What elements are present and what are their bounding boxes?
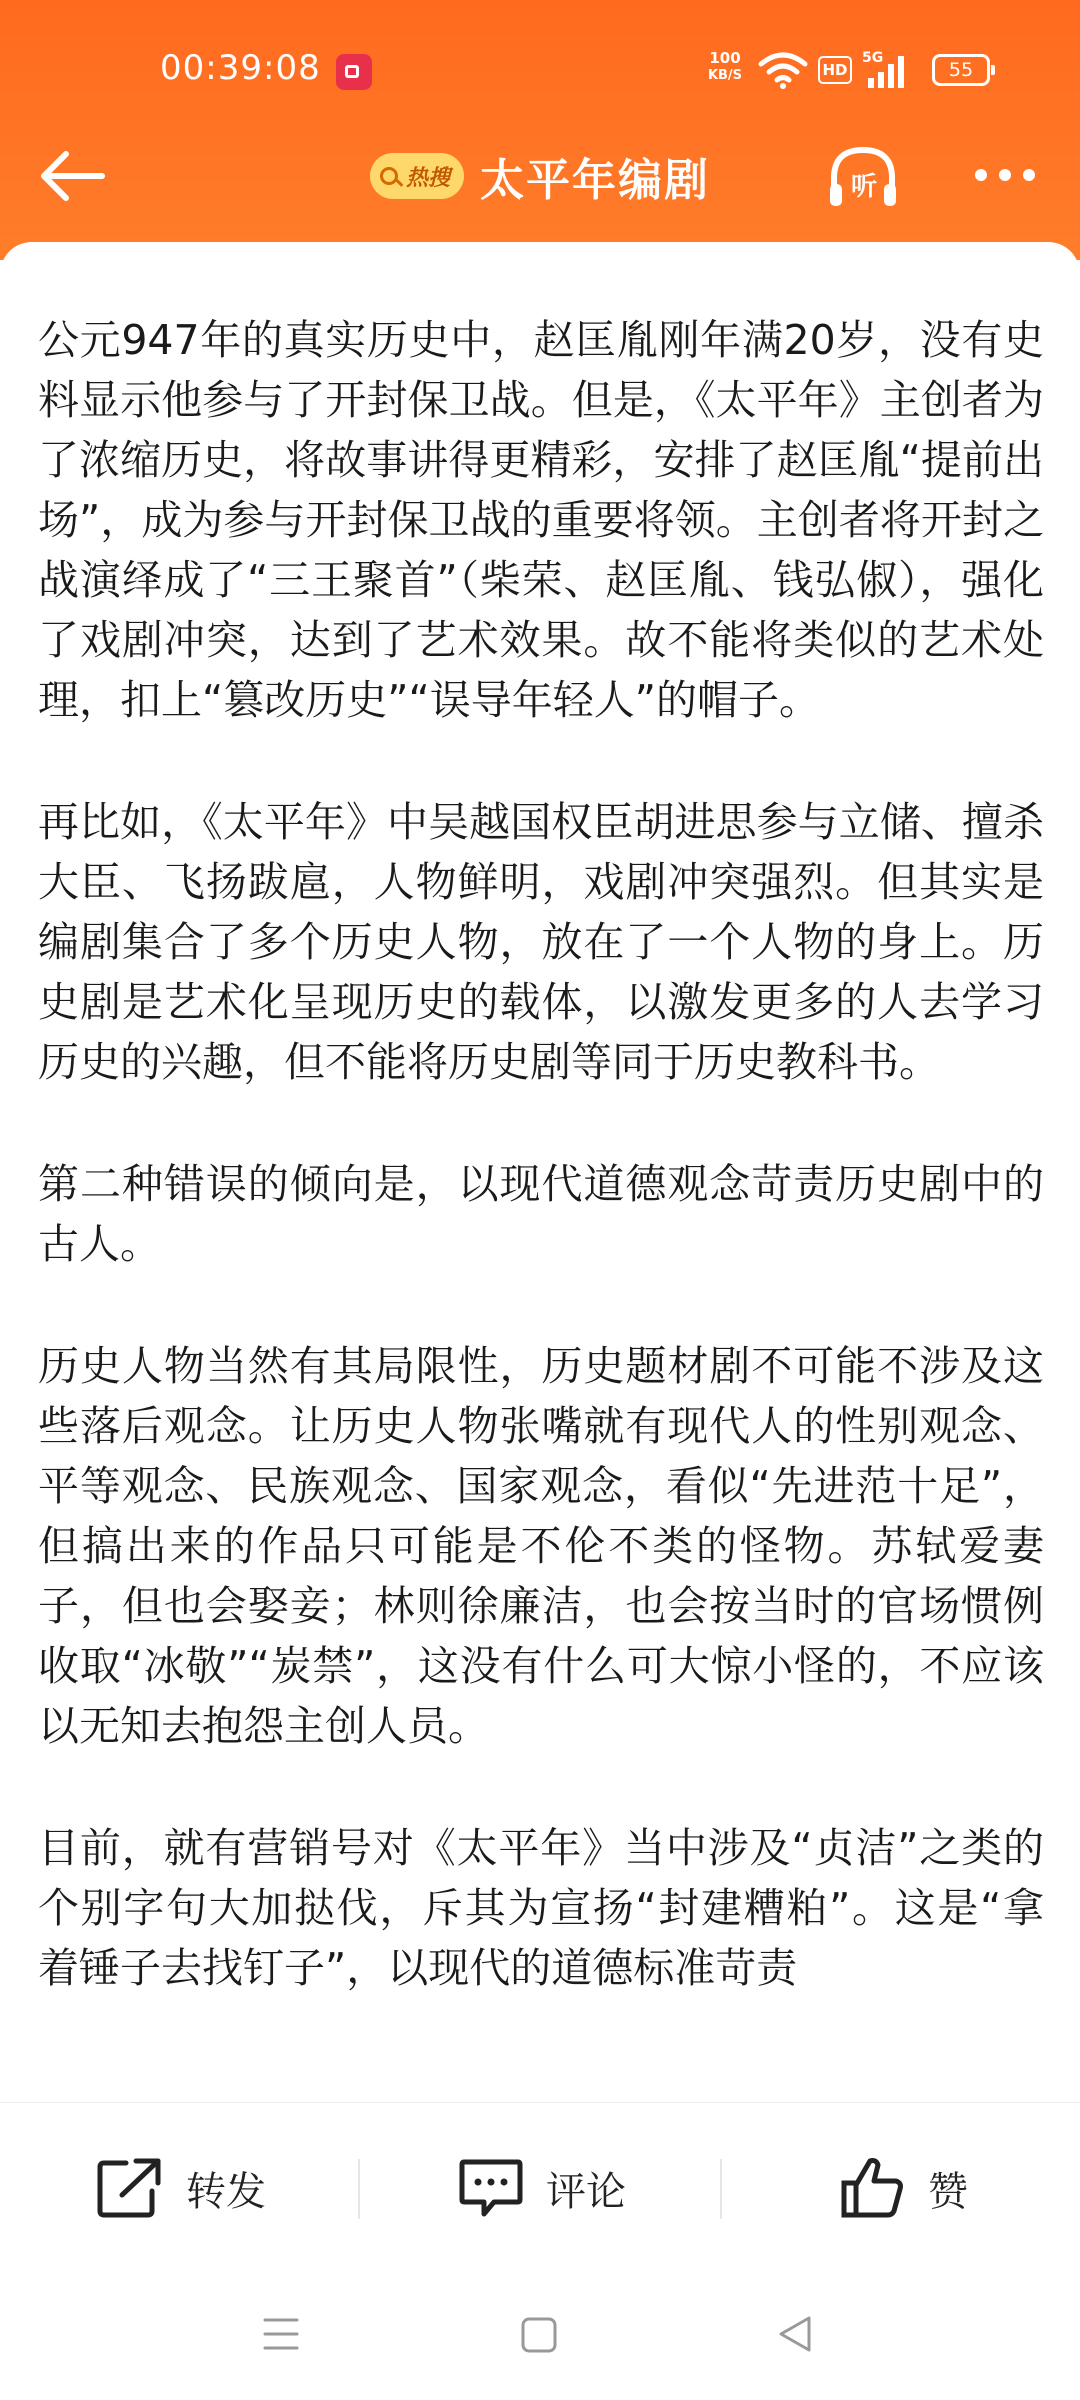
search-icon bbox=[380, 167, 398, 185]
back-triangle-icon[interactable] bbox=[776, 2314, 814, 2354]
hot-search-label: 热搜 bbox=[405, 165, 450, 191]
signal-icon bbox=[862, 50, 910, 90]
article-paragraph: 第二种错误的倾向是，以现代道德观念苛责历史剧中的古人。 bbox=[38, 1160, 1044, 1268]
screen-record-icon bbox=[336, 54, 372, 90]
article-card bbox=[0, 242, 1080, 2102]
status-time: 00:39:08 bbox=[160, 48, 321, 88]
article-body bbox=[38, 310, 1044, 2060]
page-title: 太平年编剧 bbox=[480, 155, 710, 206]
comment-label: 评论 bbox=[546, 2168, 626, 2215]
divider bbox=[720, 2159, 722, 2219]
hot-search-badge[interactable] bbox=[370, 153, 464, 199]
like-label: 赞 bbox=[928, 2168, 968, 2215]
article-paragraph: 目前，就有营销号对《太平年》当中涉及“贞洁”之类的个别字句大加挞伐，斥其为宣扬“封建糟粕”。这是“拿着锤子去找钉子”，以现代的道德标准苛责 bbox=[38, 1824, 1044, 1992]
article-paragraph: 历史人物当然有其局限性，历史题材剧不可能不涉及这些落后观念。让历史人物张嘴就有现代人的性别观念、平等观念、民族观念、国家观念，看似“先进范十足”，但搞出来的作品只可能是不伦不类的怪物。苏轼爱妻子，但也会娶妾；林则徐廉洁，也会按当时的官场惯例收取“冰敬”“炭禁”，这没有什么可大惊小怪的，不应该以无知去抱怨主创人员。 bbox=[38, 1342, 1044, 1750]
signal-type-label: 5G bbox=[862, 50, 884, 66]
network-speed-unit: KB/S bbox=[707, 68, 743, 83]
more-options-icon[interactable] bbox=[972, 160, 1038, 190]
divider bbox=[358, 2159, 360, 2219]
thumbs-up-icon bbox=[840, 2155, 906, 2221]
share-icon bbox=[96, 2157, 164, 2219]
repost-label: 转发 bbox=[186, 2168, 266, 2215]
comment-button[interactable] bbox=[458, 2153, 626, 2223]
listen-label: 听 bbox=[850, 172, 877, 202]
status-bar bbox=[0, 0, 1080, 140]
battery-indicator: 55 bbox=[932, 54, 990, 86]
like-button[interactable] bbox=[840, 2153, 968, 2223]
action-bar bbox=[0, 2102, 1080, 2273]
home-icon[interactable] bbox=[520, 2316, 558, 2354]
comment-icon bbox=[458, 2156, 524, 2220]
header-title-group bbox=[0, 140, 1080, 212]
article-paragraph: 公元947年的真实历史中，赵匡胤刚年满20岁，没有史料显示他参与了开封保卫战。但是，《太平年》主创者为了浓缩历史，将故事讲得更精彩，安排了赵匡胤“提前出场”，成为参与开封保卫战的重要将领。主创者将开封之战演绎成了“三王聚首”（柴荣、赵匡胤、钱弘俶），强化了戏剧冲突，达到了艺术效果。故不能将类似的艺术处理，扣上“篡改历史”“误导年轻人”的帽子。 bbox=[38, 316, 1044, 724]
header-bar bbox=[0, 0, 1080, 260]
hd-badge: HD bbox=[818, 56, 852, 84]
system-navigation-bar bbox=[0, 2272, 1080, 2400]
repost-button[interactable] bbox=[96, 2153, 266, 2223]
wifi-icon bbox=[758, 50, 808, 90]
article-paragraph: 再比如，《太平年》中吴越国权臣胡进思参与立储、擅杀大臣、飞扬跋扈，人物鲜明，戏剧冲突强烈。但其实是编剧集合了多个历史人物，放在了一个人物的身上。历史剧是艺术化呈现历史的载体，以激发更多的人去学习历史的兴趣，但不能将历史剧等同于历史教科书。 bbox=[38, 798, 1044, 1086]
network-speed bbox=[702, 50, 748, 84]
network-speed-value: 100 bbox=[709, 49, 741, 67]
menu-icon[interactable] bbox=[262, 2316, 300, 2352]
